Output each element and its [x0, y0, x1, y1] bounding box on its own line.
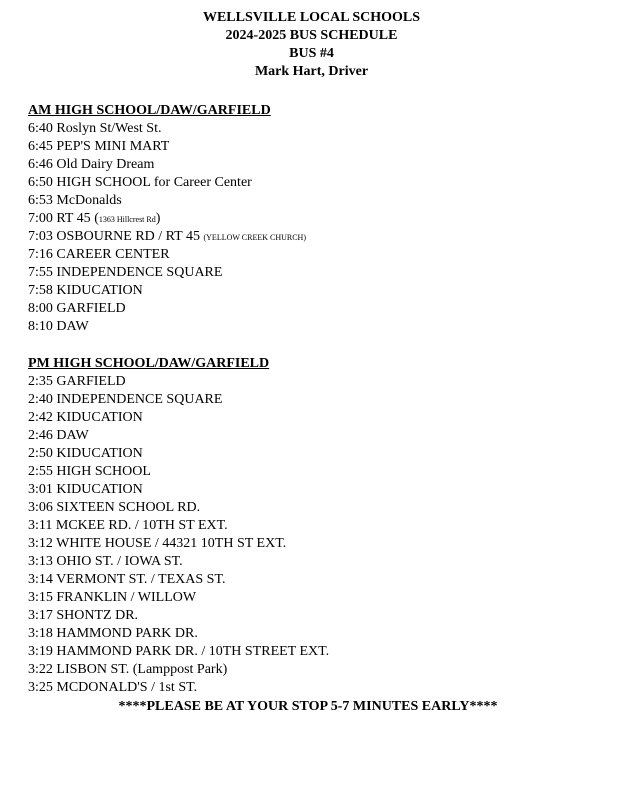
stop-time: 3:19 [28, 644, 53, 659]
pm-stop [28, 571, 588, 589]
pm-stop [28, 427, 588, 445]
stop-time: 3:13 [28, 554, 53, 569]
stop-time: 3:15 [28, 590, 53, 605]
stop-place: HIGH SCHOOL [56, 464, 151, 479]
am-stop [28, 156, 588, 174]
stop-place: FRANKLIN / WILLOW [56, 590, 197, 605]
stop-time: 6:53 [28, 193, 53, 208]
stop-time: 2:55 [28, 464, 53, 479]
stop-place: KIDUCATION [56, 283, 143, 298]
pm-stop [28, 535, 588, 553]
am-stop [28, 228, 588, 246]
stop-place: PEP'S MINI MART [56, 139, 170, 154]
stop-time: 3:18 [28, 626, 53, 641]
stop-time: 3:01 [28, 482, 53, 497]
pm-stop [28, 373, 588, 391]
stop-time: 7:00 [28, 211, 53, 226]
stop-place: GARFIELD [56, 374, 126, 389]
pm-stop [28, 625, 588, 643]
am-section [28, 102, 588, 336]
stop-time: 3:12 [28, 536, 53, 551]
stop-place: SHONTZ DR. [56, 608, 139, 623]
am-stop [28, 192, 588, 210]
stop-place: HAMMOND PARK DR. / 10TH STREET EXT. [56, 644, 330, 659]
stop-place: INDEPENDENCE SQUARE [56, 392, 223, 407]
document-header [0, 9, 623, 81]
am-stop [28, 282, 588, 300]
stop-note-open: ( [94, 211, 99, 226]
stop-note: (YELLOW CREEK CHURCH) [203, 233, 306, 242]
pm-stop [28, 481, 588, 499]
stop-note-close: ) [155, 211, 161, 226]
stop-time: 2:40 [28, 392, 53, 407]
stop-place: KIDUCATION [56, 410, 143, 425]
stop-place: DAW [56, 319, 89, 334]
arrival-notice: ****PLEASE BE AT YOUR STOP 5-7 MINUTES EARLY**** [118, 699, 498, 714]
pm-section-title: PM HIGH SCHOOL/DAW/GARFIELD [28, 356, 270, 371]
stop-place: SIXTEEN SCHOOL RD. [56, 500, 201, 515]
pm-stop [28, 589, 588, 607]
stop-place: Old Dairy Dream [56, 157, 155, 172]
stop-place: GARFIELD [56, 301, 126, 316]
stop-time: 3:25 [28, 680, 53, 695]
stop-time: 3:17 [28, 608, 53, 623]
stop-place: RT 45 [56, 211, 91, 226]
pm-stop [28, 409, 588, 427]
stop-place: KIDUCATION [56, 482, 143, 497]
stop-place: Roslyn St/West St. [56, 121, 162, 136]
stop-time: 2:35 [28, 374, 53, 389]
stop-time: 2:50 [28, 446, 53, 461]
stop-note: 1363 Hillcrest Rd [98, 215, 156, 224]
pm-stop [28, 607, 588, 625]
stop-time: 2:46 [28, 428, 53, 443]
pm-stop [28, 679, 588, 697]
stop-place: HIGH SCHOOL for Career Center [56, 175, 252, 190]
stop-place: DAW [56, 428, 89, 443]
pm-stop [28, 643, 588, 661]
stop-time: 7:16 [28, 247, 53, 262]
stop-place: HAMMOND PARK DR. [56, 626, 198, 641]
am-stop [28, 174, 588, 192]
stop-place: INDEPENDENCE SQUARE [56, 265, 223, 280]
stop-time: 6:46 [28, 157, 53, 172]
stop-place: KIDUCATION [56, 446, 143, 461]
stop-time: 6:45 [28, 139, 53, 154]
driver-name: Mark Hart, Driver [254, 64, 369, 79]
stop-place: LISBON ST. (Lamppost Park) [56, 662, 228, 677]
stop-place: McDonalds [56, 193, 122, 208]
pm-stop [28, 661, 588, 679]
am-stop [28, 120, 588, 138]
stop-place: OHIO ST. / IOWA ST. [56, 554, 183, 569]
stop-time: 2:42 [28, 410, 53, 425]
stop-time: 6:50 [28, 175, 53, 190]
am-section-title: AM HIGH SCHOOL/DAW/GARFIELD [28, 103, 271, 118]
pm-stop [28, 553, 588, 571]
am-stop [28, 138, 588, 156]
stop-time: 7:58 [28, 283, 53, 298]
am-stop [28, 318, 588, 336]
bus-number: BUS #4 [289, 46, 334, 61]
stop-time: 3:22 [28, 662, 53, 677]
pm-stop [28, 391, 588, 409]
am-stop [28, 300, 588, 318]
pm-stop [28, 499, 588, 517]
stop-time: 7:03 [28, 229, 53, 244]
district-title: WELLSVILLE LOCAL SCHOOLS [202, 10, 421, 25]
am-stop [28, 264, 588, 282]
stop-time: 8:10 [28, 319, 53, 334]
stop-place: OSBOURNE RD / RT 45 [56, 229, 200, 244]
stop-time: 3:11 [28, 518, 53, 533]
stop-time: 6:40 [28, 121, 53, 136]
stop-time: 7:55 [28, 265, 53, 280]
stop-time: 8:00 [28, 301, 53, 316]
pm-stop [28, 517, 588, 535]
stop-place: MCDONALD'S / 1st ST. [56, 680, 198, 695]
stop-time: 3:06 [28, 500, 53, 515]
schedule-title: 2024-2025 BUS SCHEDULE [225, 28, 398, 43]
stop-place: MCKEE RD. / 10TH ST EXT. [55, 518, 228, 533]
stop-place: VERMONT ST. / TEXAS ST. [56, 572, 226, 587]
stop-time: 3:14 [28, 572, 53, 587]
pm-section [28, 355, 588, 697]
stop-place: CAREER CENTER [56, 247, 170, 262]
pm-stop [28, 463, 588, 481]
am-stop [28, 210, 588, 228]
am-stop [28, 246, 588, 264]
pm-stop [28, 445, 588, 463]
stop-place: WHITE HOUSE / 44321 10TH ST EXT. [56, 536, 287, 551]
